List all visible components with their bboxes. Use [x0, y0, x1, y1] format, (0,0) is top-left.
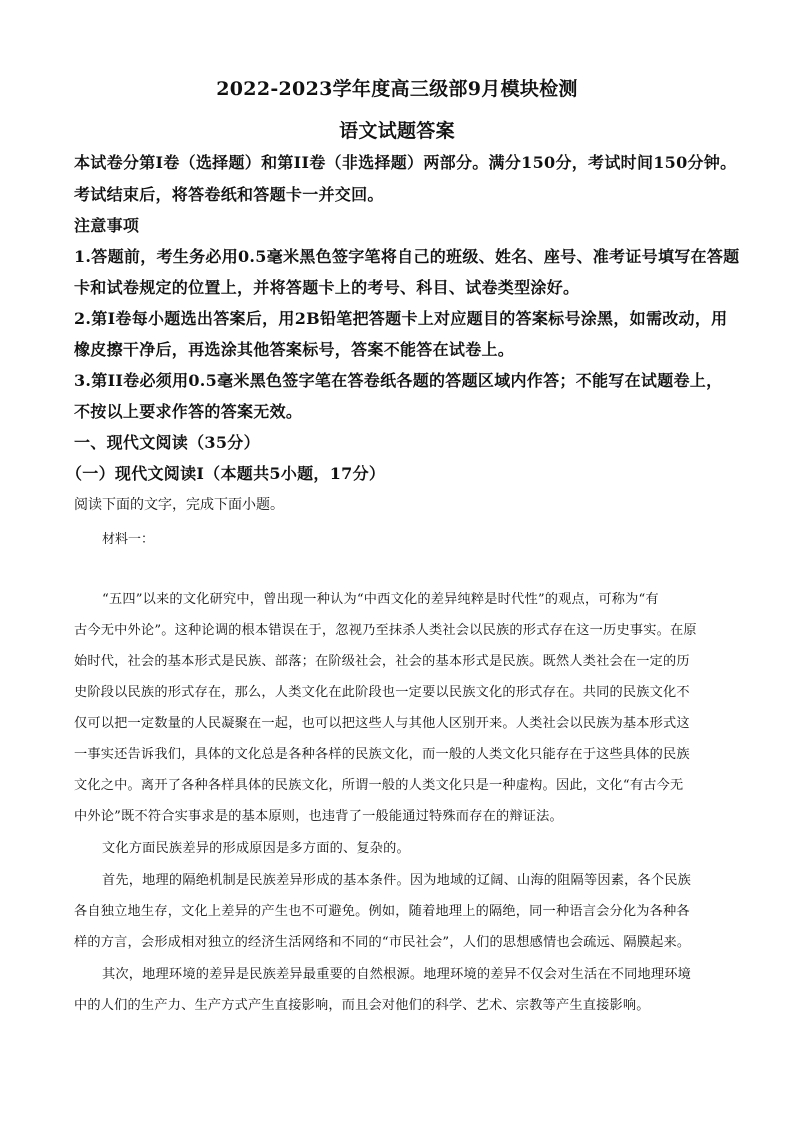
page-title: 2022-2023学年度高三级部9月模块检测 [216, 78, 578, 100]
passage-line: 各自独立地生存，文化上差异的产生也不可避免。例如，随着地理上的隔绝，同一种语言会分化为各种各 [74, 904, 690, 919]
passage-line: 中的人们的生产力、生产方式产生直接影响，而且会对他们的科学、艺术、宗教等产生直接影响。 [74, 998, 650, 1013]
passage-line: 文化之中。离开了各种各样具体的民族文化，所谓一般的人类文化只是一种虚构。因此，文化“有古今无 [74, 778, 684, 793]
passage-line: 始时代，社会的基本形式是民族、部落；在阶级社会，社会的基本形式是民族。既然人类社会在一定的历 [74, 654, 690, 669]
intro-line: 考试结束后，将答卷纸和答题卡一并交回。 [74, 185, 384, 204]
passage-line: 一事实还告诉我们，具体的文化总是各种各样的民族文化，而一般的人类文化只能存在于这些具体的民族 [74, 747, 690, 762]
section-subheading: （一）现代文阅读I（本题共5小题，17分） [66, 464, 386, 483]
passage-line: 仅可以把一定数量的人民凝聚在一起，也可以把这些人与其他人区别开来。人类社会以民族为基本形式这 [74, 716, 690, 731]
passage-line: 古今无中外论”。这种论调的根本错误在于，忽视乃至抹杀人类社会以民族的形式存在这一历史事实。在原 [74, 623, 697, 638]
passage-line: 文化方面民族差异的形成原因是多方面的、复杂的。 [102, 841, 410, 856]
passage-line: 首先，地理的隔绝机制是民族差异形成的基本条件。因为地域的辽阔、山海的阻隔等因素，各个民族 [102, 873, 692, 888]
section-heading: 一、现代文阅读（35分） [74, 433, 260, 452]
passage-line: “五四”以来的文化研究中，曾出现一种认为“中西文化的差异纯粹是时代性”的观点，可称为“有 [102, 592, 659, 607]
passage-line: 样的方言，会形成相对独立的经济生活网络和不同的“市民社会”，人们的思想感情也会疏远、隔膜起来。 [74, 935, 691, 950]
note-item: 橡皮擦干净后，再选涂其他答案标号，答案不能答在试卷上。 [74, 340, 515, 359]
instruction-text: 阅读下面的文字，完成下面小题。 [74, 497, 284, 513]
note-item: 3.第II卷必须用0.5毫米黑色签字笔在答卷纸各题的答题区域内作答；不能写在试题卷上， [74, 371, 723, 390]
material-label: 材料一： [102, 532, 155, 547]
intro-line: 本试卷分第I卷（选择题）和第II卷（非选择题）两部分。满分150分，考试时间150分钟。 [74, 153, 737, 172]
note-item: 2.第I卷每小题选出答案后，用2B铅笔把答题卡上对应题目的答案标号涂黑，如需改动，用 [74, 309, 728, 328]
page-subtitle: 语文试题答案 [339, 120, 455, 142]
note-item: 卡和试卷规定的位置上，并将答题卡上的考号、科目、试卷类型涂好。 [74, 278, 580, 297]
note-item: 1.答题前，考生务必用0.5毫米黑色签字笔将自己的班级、姓名、座号、准考证号填写在答题 [74, 247, 740, 266]
passage-line: 史阶段以民族的形式存在，那么，人类文化在此阶段也一定要以民族文化的形式存在。共同的民族文化不 [74, 685, 690, 700]
passage-line: 其次，地理环境的差异是民族差异最重要的自然根源。地理环境的差异不仅会对生活在不同地理环境 [102, 967, 692, 982]
passage-line: 中外论”既不符合实事求是的基本原则，也违背了一般能通过特殊而存在的辩证法。 [74, 809, 563, 824]
notes-heading: 注意事项 [74, 216, 140, 235]
note-item: 不按以上要求作答的答案无效。 [74, 402, 303, 421]
